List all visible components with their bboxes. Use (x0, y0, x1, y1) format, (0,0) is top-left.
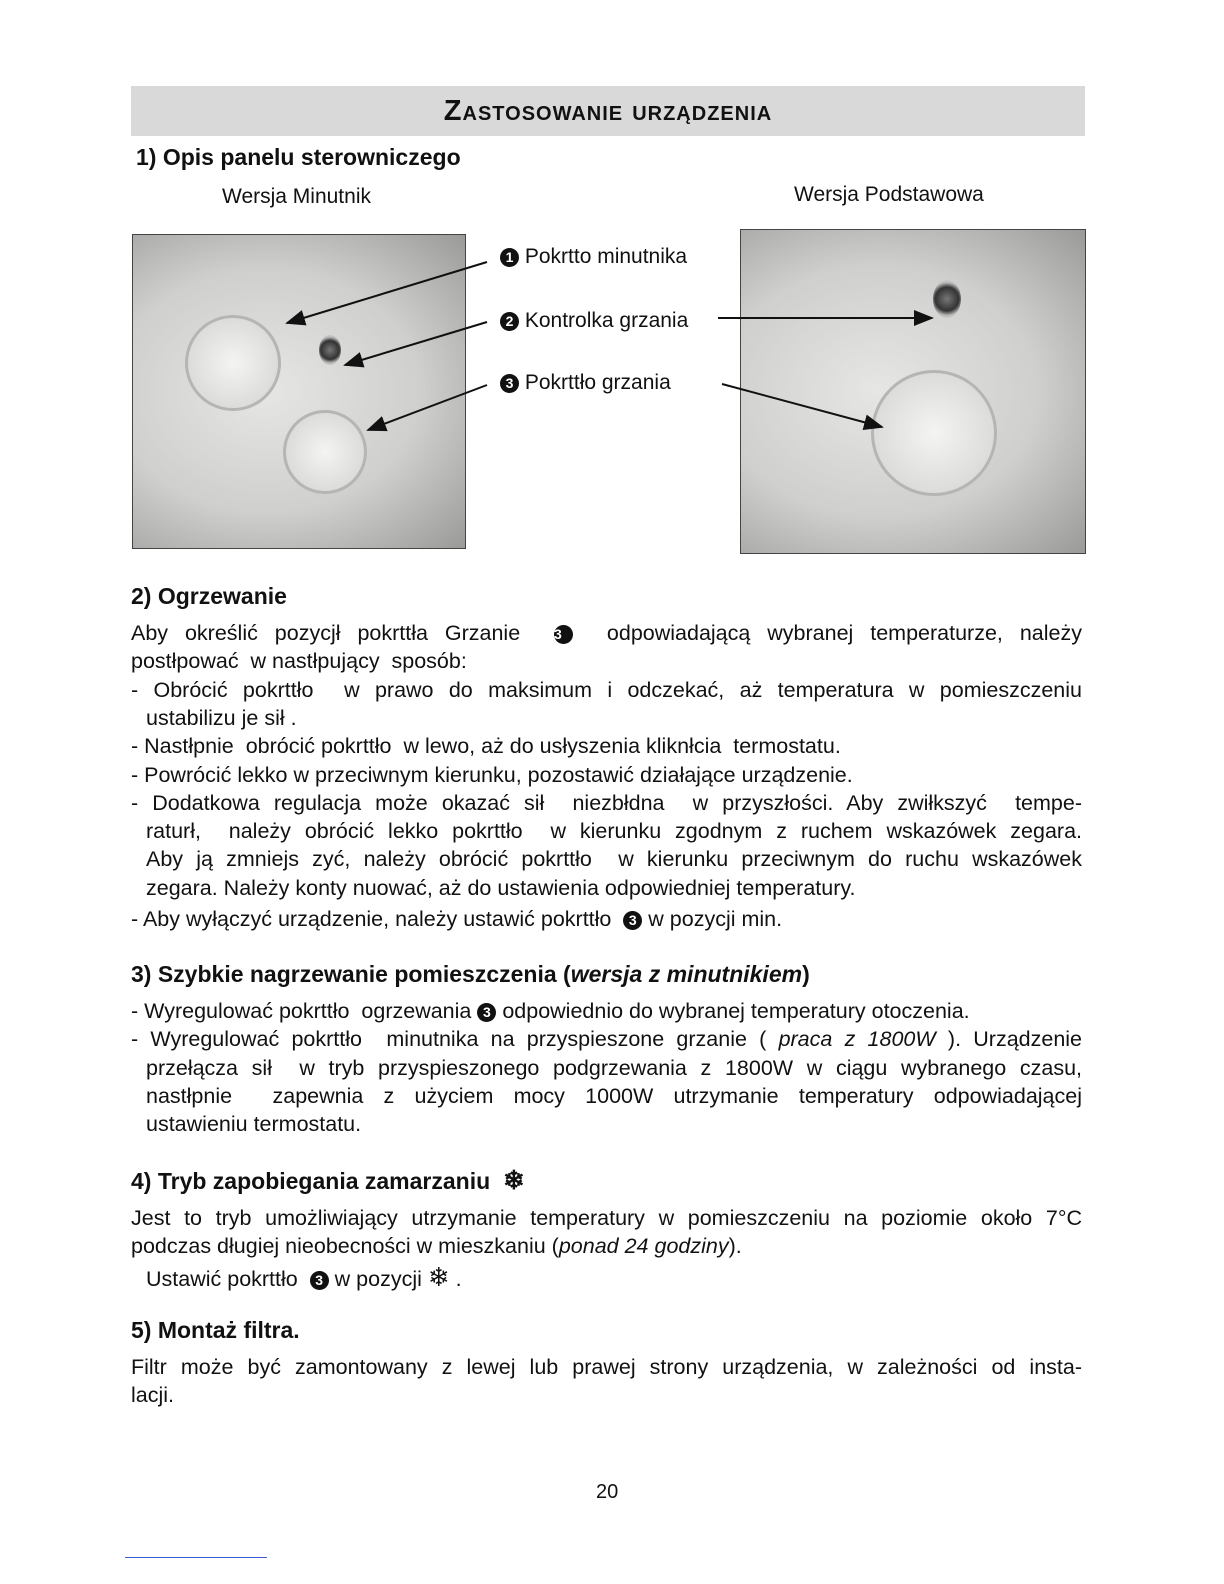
snowflake-icon: ❄ (502, 1165, 525, 1195)
section-heading (131, 1165, 525, 1195)
text: ustabilizu je sił . (146, 705, 297, 730)
text: nastłpnie zapewnia z użyciem mocy 1000W utrzymanie temperatury odpowiadającej (146, 1083, 1082, 1108)
number-badge: 2 (500, 312, 519, 331)
text: ). (728, 1234, 742, 1259)
text: lacji. (131, 1383, 175, 1408)
text: w pozycji (328, 1266, 428, 1291)
section-heading (131, 1317, 300, 1344)
paragraph-line (131, 997, 1082, 1025)
left-photo-label: Wersja Minutnik (222, 185, 371, 208)
text: - Aby wyłączyć urządzenie, należy ustawić pokrttło (131, 907, 624, 931)
number-badge: 3 (500, 374, 519, 393)
text: odpowiednio do wybranej temperatury otoczenia. (496, 999, 970, 1023)
paragraph-line (131, 619, 1082, 647)
callout-heating-knob (500, 371, 671, 395)
text: Aby określić pozycjł pokrttła Grzanie (131, 621, 538, 645)
callout-timer-knob (500, 245, 687, 269)
paragraph-line (131, 845, 1082, 873)
number-3-badge: 3 (310, 1271, 329, 1290)
paragraph-line (131, 1054, 1082, 1082)
paragraph-line (131, 647, 1082, 675)
callout-heating-lamp (500, 309, 688, 333)
page-number: 20 (596, 1481, 619, 1503)
text: 4) Tryb zapobiegania zamarzaniu (131, 1168, 503, 1194)
paragraph-line (131, 874, 1082, 902)
text: - Nastłpnie obrócić pokrttło w lewo, aż do usłyszenia kliknłcia termostatu. (131, 734, 841, 759)
text: - Wyregulować pokrttło minutnika na przyspieszone grzanie ( (131, 1027, 767, 1052)
paragraph-line (131, 1082, 1082, 1110)
text: w pozycji min. (642, 907, 783, 931)
number-3-badge: 3 (477, 1003, 496, 1022)
paragraph-line (131, 1025, 1082, 1053)
callout-label: Kontrolka grzania (524, 309, 689, 332)
paragraph-line (131, 704, 1082, 732)
snowflake-icon: ❄ (427, 1261, 450, 1292)
text: Jest to tryb umożliwiający utrzymanie temperatury w pomieszczeniu na poziomie około 7°C (131, 1206, 1082, 1230)
text: 3) Szybkie nagrzewanie pomieszczenia ( (131, 961, 571, 987)
text: postłpować w nastłpujący sposób: (131, 649, 467, 674)
divider (125, 1557, 267, 1558)
section-heading (131, 961, 810, 988)
text: przełącza sił w tryb przyspieszonego podgrzewania z 1800W w ciągu wybranego czasu, (146, 1055, 1082, 1080)
text: ). Urządzenie (947, 1027, 1082, 1052)
text: 2) Ogrzewanie (131, 583, 287, 609)
callout-arrows (0, 0, 1224, 600)
number-3-badge: 3 (554, 625, 573, 644)
paragraph-line (131, 732, 1082, 760)
number-badge: 1 (500, 248, 519, 267)
italic-text: wersja z minutnikiem (570, 961, 803, 987)
paragraph-line (131, 1110, 1082, 1138)
paragraph-line (131, 1204, 1082, 1232)
text: Aby ją zmniejs zyć, należy obrócić pokrttło w kierunku przeciwnym do ruchu wskazówek (146, 847, 1082, 872)
section-heading (131, 583, 287, 610)
text: - Obrócić pokrttło w prawo do maksimum i odczekać, aż temperatura w pomieszczeniu (131, 677, 1082, 702)
section-1-heading: 1) Opis panelu sterowniczego (136, 144, 461, 170)
callout-label: Pokrtto minutnika (524, 245, 688, 268)
text: - Powrócić lekko w przeciwnym kierunku, pozostawić działające urządzenie. (131, 762, 853, 787)
text: 5) Montaż filtra. (131, 1317, 300, 1343)
callout-label: Pokrttło grzania (524, 371, 671, 394)
paragraph-line (131, 1232, 1082, 1260)
paragraph-line (131, 761, 1082, 789)
paragraph-line (131, 789, 1082, 817)
paragraph-line (131, 676, 1082, 704)
paragraph-line (131, 1381, 1082, 1409)
paragraph-line (131, 1261, 1082, 1293)
right-photo-label: Wersja Podstawowa (794, 183, 984, 206)
italic-text: praca z 1800W (778, 1027, 936, 1052)
text: Ustawić pokrttło (146, 1266, 310, 1291)
text: ustawieniu termostatu. (146, 1112, 362, 1137)
text: odpowiadającą wybranej temperaturze, należy (589, 621, 1082, 645)
number-3-badge: 3 (623, 911, 642, 930)
paragraph-line (131, 817, 1082, 845)
text: - Dodatkowa regulacja może okazać sił niezbłdna w przyszłości. Aby zwiłkszyć tempe- (131, 790, 1082, 815)
text: podczas długiej nieobecności w mieszkaniu ( (131, 1234, 559, 1259)
text: zegara. Należy konty nuować, aż do ustawienia odpowiedniej temperatury. (146, 875, 856, 900)
text: . (449, 1266, 462, 1291)
text: - Wyregulować pokrttło ogrzewania (131, 999, 478, 1023)
text: raturł, należy obrócić lekko pokrttło w kierunku zgodnym z ruchem wskazówek zegara. (146, 819, 1082, 844)
text: ) (802, 961, 810, 987)
italic-text: ponad 24 godziny (558, 1234, 729, 1259)
paragraph-line (131, 1353, 1082, 1381)
paragraph-line (131, 905, 1082, 933)
text: Filtr może być zamontowany z lewej lub prawej strony urządzenia, w zależności od insta- (131, 1355, 1082, 1379)
page-title: Zastosowanie urządzenia (443, 95, 773, 127)
